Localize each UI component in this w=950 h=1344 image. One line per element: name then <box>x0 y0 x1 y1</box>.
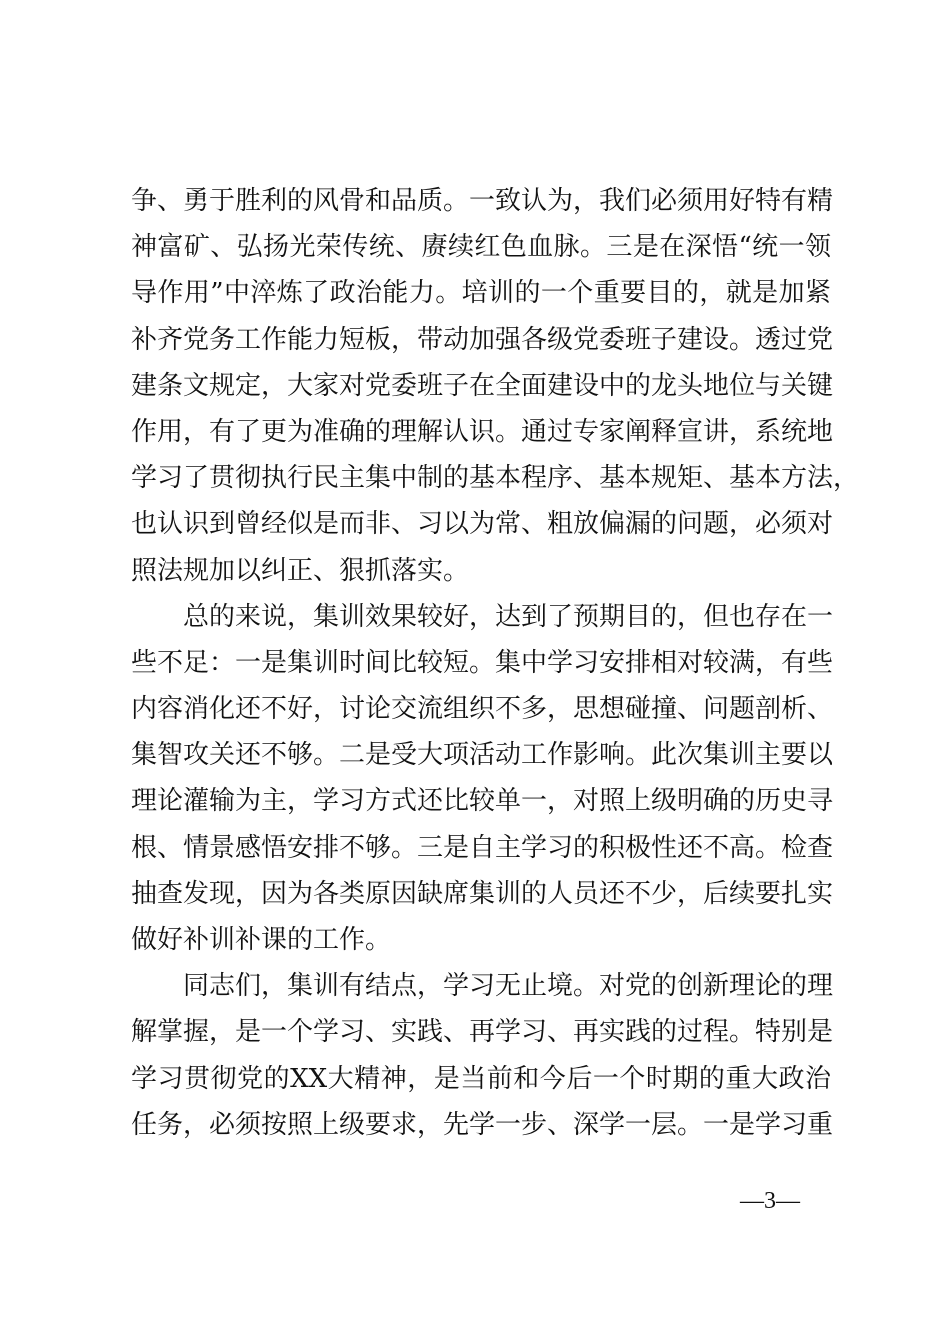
text-line: 争、勇于胜利的风骨和品质。一致认为，我们必须用好特有精 <box>131 186 834 216</box>
text-line: 做好补训补课的工作。 <box>131 925 392 955</box>
text-line: 学习贯彻党的XX大精神，是当前和今后一个时期的重大政治 <box>131 1063 831 1094</box>
text-line: 学习了贯彻执行民主集中制的基本程序、基本规矩、基本方法， <box>131 463 860 494</box>
text-line: 导作用”中淬炼了政治能力。培训的一个重要目的，就是加紧 <box>131 278 831 309</box>
text-line: 些不足：一是集训时间比较短。集中学习安排相对较满，有些 <box>131 647 834 678</box>
body-text <box>131 178 860 1148</box>
paragraph-1 <box>131 178 860 594</box>
text-line: 理论灌输为主，学习方式还比较单一，对照上级明确的历史寻 <box>131 786 834 817</box>
text-line: 解掌握，是一个学习、实践、再学习、再实践的过程。特别是 <box>131 1017 834 1048</box>
page-number: —3— <box>740 1188 800 1214</box>
text-line: 神富矿、弘扬光荣传统、赓续红色血脉。三是在深悟“统一领 <box>131 232 831 263</box>
text-line: 建条文规定，大家对党委班子在全面建设中的龙头地位与关键 <box>131 370 834 401</box>
text-line: 总的来说，集训效果较好，达到了预期目的，但也存在一 <box>183 601 834 632</box>
paragraph-2 <box>131 594 834 964</box>
text-line: 照法规加以纠正、狠抓落实。 <box>131 555 470 586</box>
text-line: 根、情景感悟安排不够。三是自主学习的积极性还不高。检查 <box>131 832 834 863</box>
text-line: 也认识到曾经似是而非、习以为常、粗放偏漏的问题，必须对 <box>131 509 834 540</box>
text-line: 集智攻关还不够。二是受大项活动工作影响。此次集训主要以 <box>131 740 834 771</box>
text-line: 同志们，集训有结点，学习无止境。对党的创新理论的理 <box>183 971 834 1002</box>
text-line: 作用，有了更为准确的理解认识。通过专家阐释宣讲，系统地 <box>131 416 834 447</box>
text-line: 内容消化还不好，讨论交流组织不多，思想碰撞、问题剖析、 <box>131 694 834 725</box>
text-line: 任务，必须按照上级要求，先学一步、深学一层。一是学习重 <box>131 1109 834 1140</box>
paragraph-3 <box>131 963 834 1148</box>
text-line: 补齐党务工作能力短板，带动加强各级党委班子建设。透过党 <box>131 324 834 355</box>
text-line: 抽查发现，因为各类原因缺席集训的人员还不少，后续要扎实 <box>131 878 834 909</box>
